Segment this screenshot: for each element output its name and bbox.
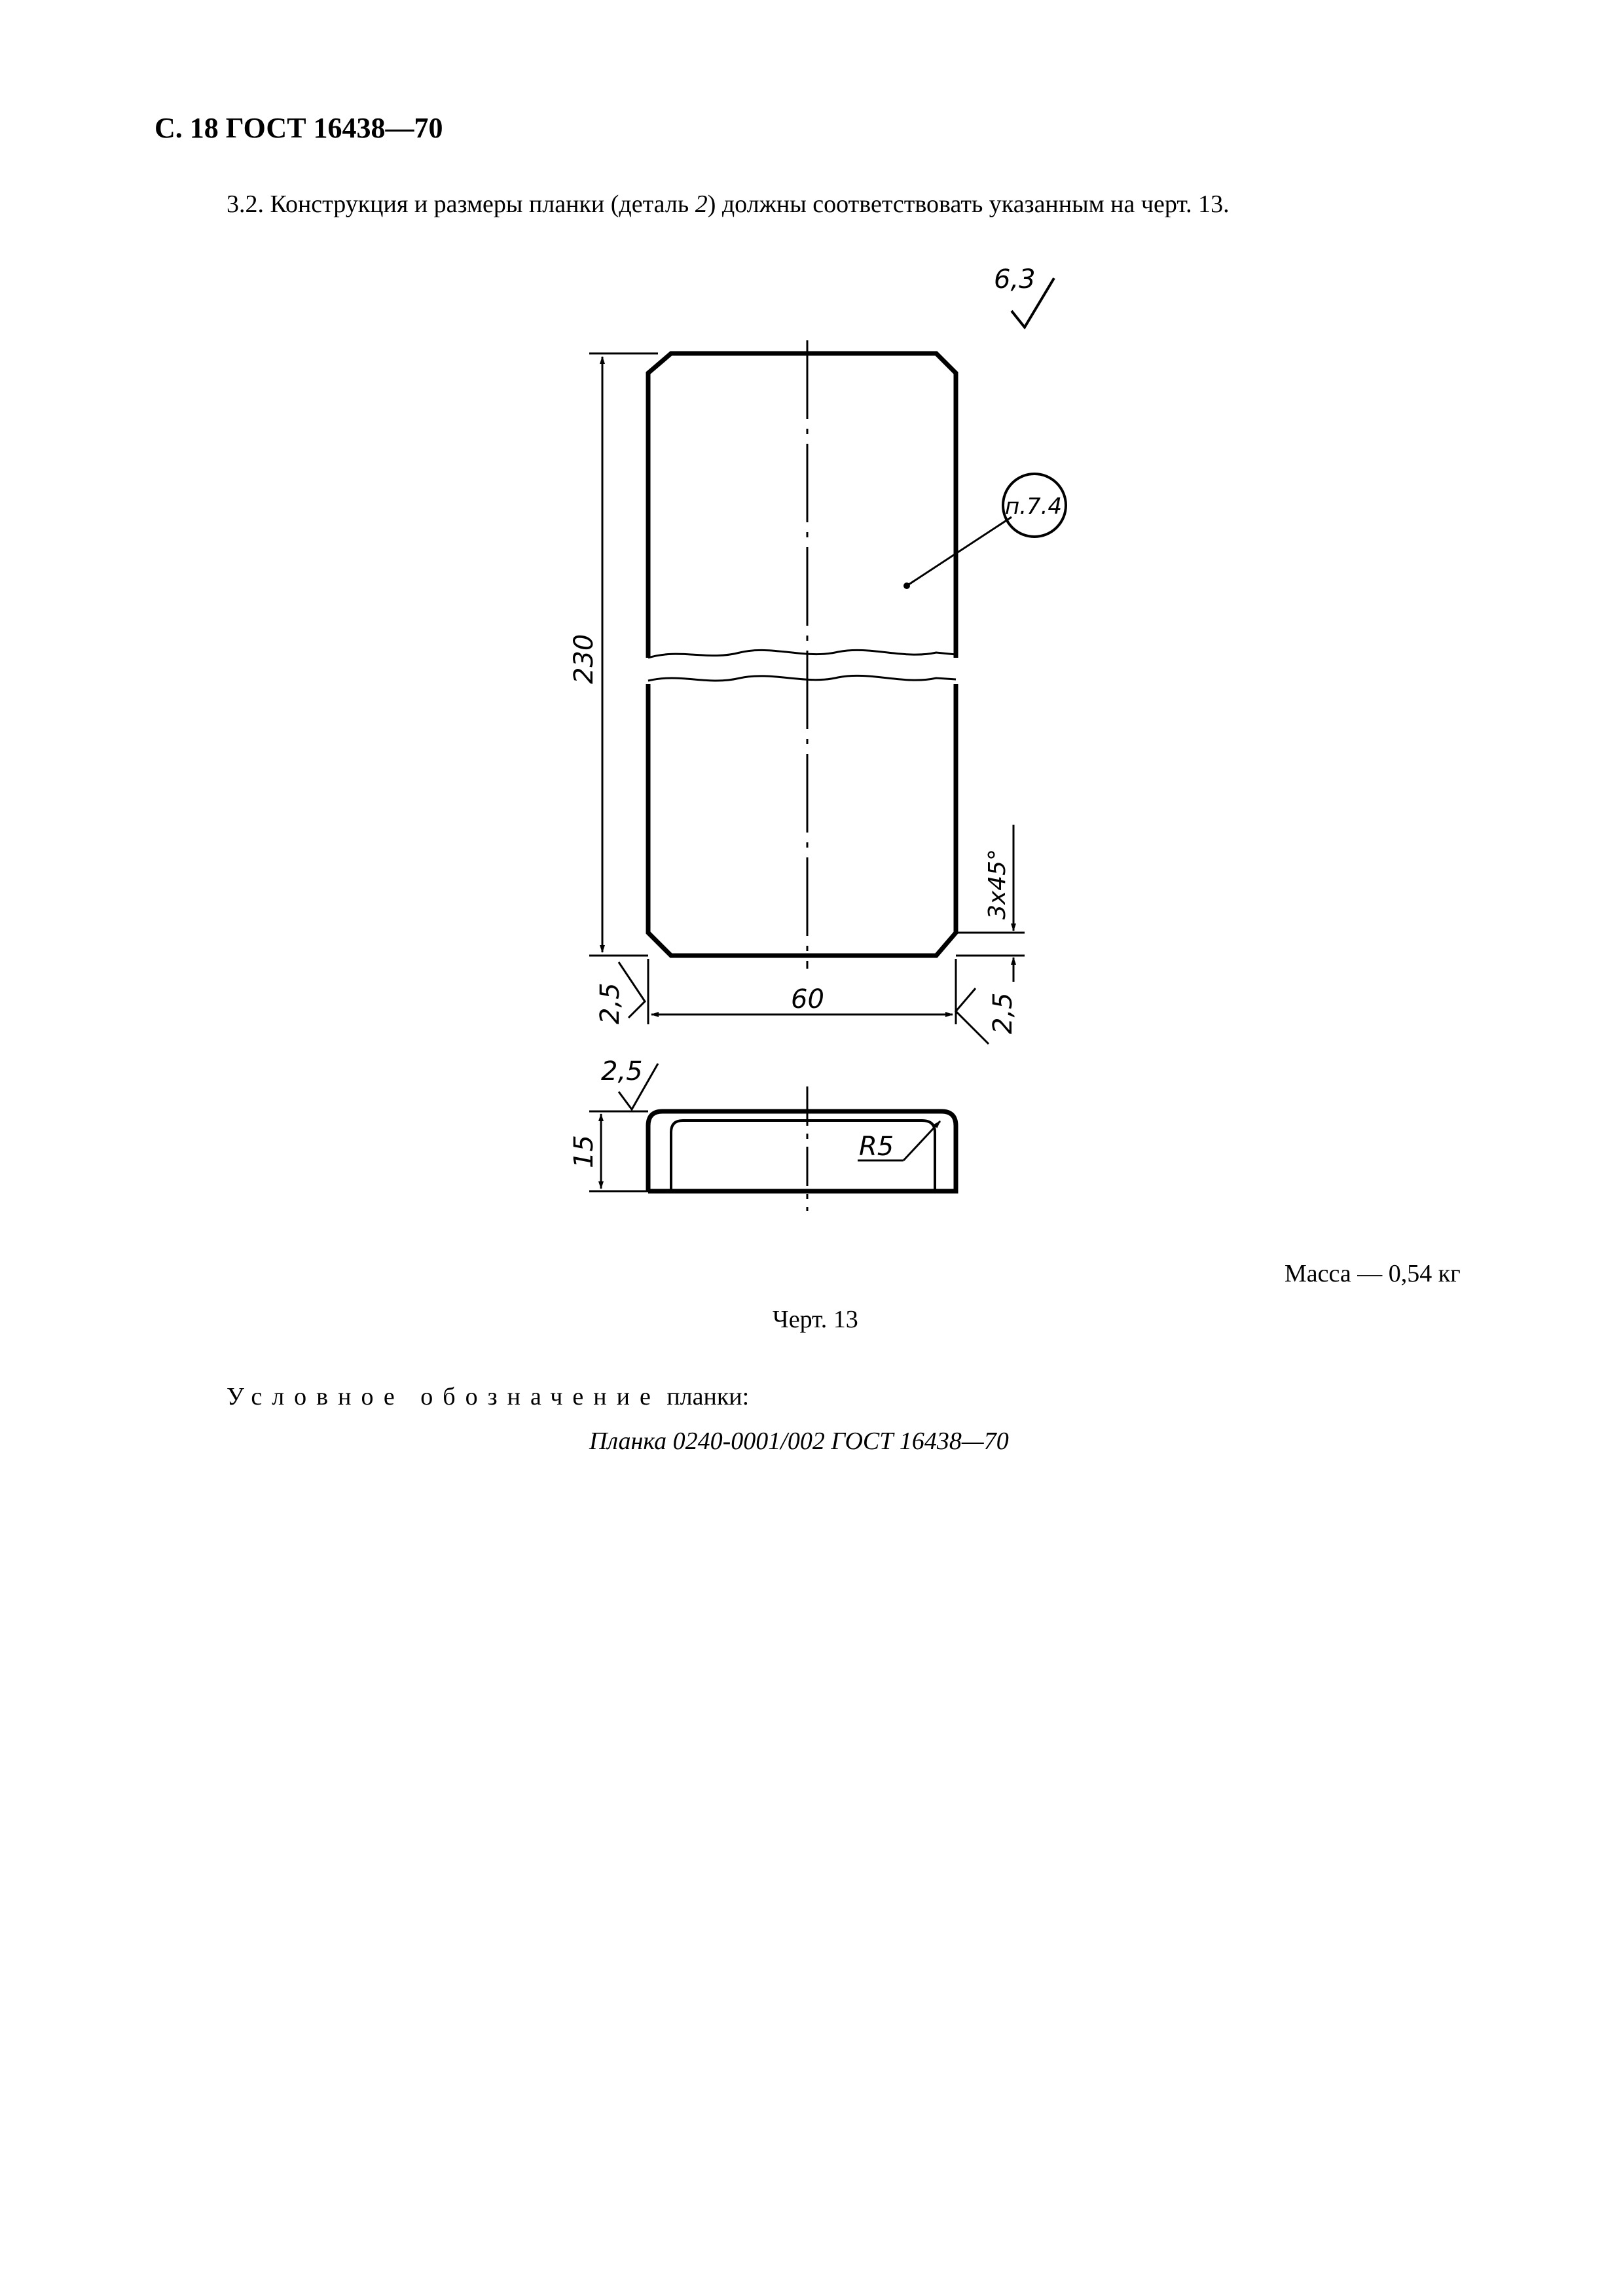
part-designation: Планка 0240-0001/002 ГОСТ 16438—70: [589, 1427, 1009, 1455]
roughness-general-value: 6,3: [994, 264, 1036, 295]
roughness-symbol-side: [601, 1056, 658, 1109]
roughness-symbol-right: [956, 988, 1018, 1044]
mass-note: Масса — 0,54 кг: [1285, 1260, 1461, 1287]
dimension-width: [648, 959, 956, 1024]
dimension-radius: [858, 1121, 940, 1162]
part-number: 2: [695, 190, 708, 218]
roughness-symbol-general: [994, 264, 1054, 327]
page-header: С. 18 ГОСТ 16438—70: [155, 112, 443, 144]
drawing-caption: Черт. 13: [773, 1306, 858, 1333]
designation-label: [227, 1382, 749, 1411]
roughness-symbol-left: [595, 962, 645, 1024]
note-balloon: [903, 474, 1066, 589]
radius-value: R5: [859, 1132, 894, 1162]
length-value: 230: [569, 634, 599, 684]
designation-label-spaced: Условное обозначение: [227, 1383, 661, 1410]
roughness-side-value: 2,5: [601, 1056, 643, 1086]
chamfer-value: 3x45°: [984, 848, 1011, 920]
dimension-length: [569, 353, 658, 956]
dimension-chamfer: [956, 825, 1025, 982]
plate-side-view: [648, 1086, 956, 1211]
paragraph-text-before: 3.2. Конструкция и размеры планки (деталь: [227, 190, 695, 218]
width-value: 60: [791, 984, 824, 1014]
designation-label-rest: планки:: [660, 1383, 750, 1410]
roughness-right-value: 2,5: [988, 992, 1018, 1034]
dimension-thickness: [569, 1111, 648, 1191]
plate-top-view: [648, 340, 956, 969]
note-reference-label: п.7.4: [1005, 493, 1063, 520]
paragraph-text-after: ) должны соответствовать указанным на черт. 13.: [707, 190, 1230, 218]
roughness-left-value: 2,5: [595, 982, 625, 1024]
thickness-value: 15: [569, 1135, 599, 1168]
